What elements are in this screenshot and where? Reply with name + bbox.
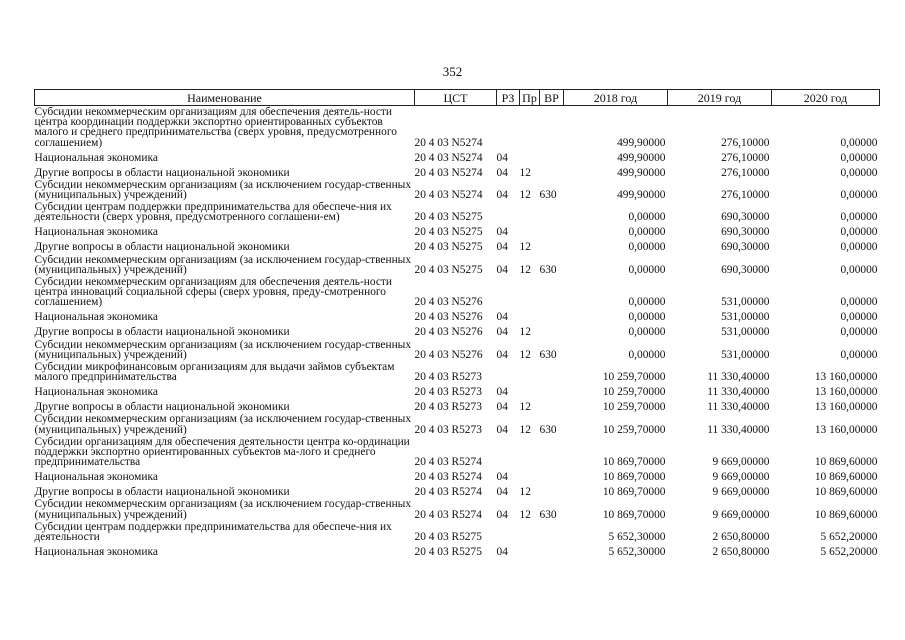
row-rz: 04 — [496, 423, 508, 436]
table-row — [35, 254, 880, 276]
table-row — [35, 521, 880, 543]
row-name: Субсидии некоммерческим организациям (за исключением государ-ственных (муниципальных) учреждений) — [34, 498, 412, 521]
row-2020: 0,00000 — [840, 166, 878, 179]
row-2018: 10 259,70000 — [602, 423, 666, 436]
row-2018: 0,00000 — [628, 263, 666, 276]
row-2020: 0,00000 — [840, 189, 878, 202]
row-2019: 690,30000 — [721, 241, 770, 254]
row-2020: 5 652,20000 — [820, 531, 878, 544]
row-rz — [497, 361, 520, 383]
row-vr — [540, 239, 564, 254]
row-pr — [520, 383, 540, 398]
budget-table-container — [34, 89, 879, 558]
row-pr: 12 — [519, 263, 531, 276]
row-name: Субсидии некоммерческим организациям (за исключением государ-ственных (муниципальных) учреждений) — [34, 253, 412, 276]
row-vr: 630 — [539, 508, 557, 521]
row-vr — [540, 436, 564, 469]
row-vr — [540, 224, 564, 239]
table-row — [35, 179, 880, 201]
row-cst: 20 4 03 N5275 — [414, 211, 483, 224]
row-pr — [520, 521, 540, 543]
page-number: 352 — [442, 64, 463, 79]
row-2019: 690,30000 — [721, 263, 770, 276]
row-cst: 20 4 03 R5275 — [414, 531, 482, 544]
table-row — [35, 339, 880, 361]
header-vr: ВР — [540, 90, 564, 106]
row-2018: 499,90000 — [617, 136, 666, 149]
row-vr — [540, 521, 564, 543]
row-2018: 499,90000 — [617, 189, 666, 202]
row-rz: 04 — [496, 189, 508, 202]
row-pr — [520, 436, 540, 469]
row-vr — [540, 543, 564, 558]
row-cst: 20 4 03 R5274 — [414, 486, 482, 499]
row-cst: 20 4 03 N5274 — [414, 166, 483, 179]
row-vr — [540, 468, 564, 483]
budget-table — [34, 89, 880, 558]
table-row — [35, 276, 880, 309]
row-2018: 0,00000 — [628, 326, 666, 339]
row-cst: 20 4 03 R5275 — [414, 546, 482, 559]
row-cst: 20 4 03 R5274 — [414, 508, 482, 521]
row-2020: 0,00000 — [840, 311, 878, 324]
row-pr — [520, 276, 540, 309]
row-vr — [540, 398, 564, 413]
row-2020: 13 160,00000 — [814, 423, 878, 436]
row-2018: 0,00000 — [628, 226, 666, 239]
row-cst: 20 4 03 R5273 — [414, 401, 482, 414]
table-row — [35, 106, 880, 149]
row-rz: 04 — [496, 226, 508, 239]
row-name: Другие вопросы в области национальной экономики — [34, 486, 290, 499]
row-2020: 0,00000 — [840, 348, 878, 361]
row-2018: 0,00000 — [628, 296, 666, 309]
table-row — [35, 164, 880, 179]
row-name: Национальная экономика — [34, 546, 158, 559]
row-pr: 12 — [519, 241, 531, 254]
row-name: Субсидии некоммерческим организациям (за исключением государ-ственных (муниципальных) учреждений) — [34, 413, 412, 436]
row-2019: 276,10000 — [721, 166, 770, 179]
row-pr — [520, 224, 540, 239]
row-2019: 9 669,00000 — [712, 471, 770, 484]
row-2018: 0,00000 — [628, 348, 666, 361]
row-name: Субсидии некоммерческим организациям (за исключением государ-ственных (муниципальных) учреждений) — [34, 338, 412, 361]
row-pr — [520, 361, 540, 383]
row-rz: 04 — [496, 486, 508, 499]
row-2019: 11 330,40000 — [707, 371, 770, 384]
row-rz — [497, 521, 520, 543]
table-row — [35, 468, 880, 483]
row-2020: 13 160,00000 — [814, 371, 878, 384]
row-name: Национальная экономика — [34, 471, 158, 484]
row-rz: 04 — [496, 241, 508, 254]
header-rz: РЗ — [497, 90, 520, 106]
table-row — [35, 436, 880, 469]
row-2020: 10 869,60000 — [814, 456, 878, 469]
row-2020: 0,00000 — [840, 136, 878, 149]
row-cst: 20 4 03 R5273 — [414, 423, 482, 436]
row-rz — [497, 201, 520, 223]
table-row — [35, 149, 880, 164]
row-2020: 13 160,00000 — [814, 386, 878, 399]
row-2020: 0,00000 — [840, 326, 878, 339]
row-cst: 20 4 03 N5275 — [414, 241, 483, 254]
row-2020: 10 869,60000 — [814, 508, 878, 521]
row-2018: 10 259,70000 — [602, 371, 666, 384]
table-row — [35, 224, 880, 239]
table-row — [35, 398, 880, 413]
row-rz — [497, 276, 520, 309]
row-pr — [520, 543, 540, 558]
table-row — [35, 543, 880, 558]
row-2019: 9 669,00000 — [712, 508, 770, 521]
row-name: Другие вопросы в области национальной экономики — [34, 326, 290, 339]
header-2019: 2019 год — [668, 90, 772, 106]
row-vr: 630 — [539, 423, 557, 436]
row-2019: 276,10000 — [721, 136, 770, 149]
header-2020: 2020 год — [772, 90, 880, 106]
table-header — [35, 90, 880, 106]
row-rz: 04 — [496, 401, 508, 414]
row-2018: 10 869,70000 — [602, 456, 666, 469]
row-cst: 20 4 03 R5273 — [414, 386, 482, 399]
row-2020: 0,00000 — [840, 263, 878, 276]
row-rz: 04 — [496, 263, 508, 276]
row-2019: 2 650,80000 — [712, 531, 770, 544]
row-rz: 04 — [496, 386, 508, 399]
row-2020: 13 160,00000 — [814, 401, 878, 414]
row-2018: 0,00000 — [628, 211, 666, 224]
row-cst: 20 4 03 N5276 — [414, 311, 483, 324]
row-vr: 630 — [539, 189, 557, 202]
row-name: Национальная экономика — [34, 151, 158, 164]
row-2018: 499,90000 — [617, 166, 666, 179]
row-2018: 0,00000 — [628, 241, 666, 254]
row-2019: 690,30000 — [721, 226, 770, 239]
row-vr: 630 — [539, 348, 557, 361]
row-2018: 0,00000 — [628, 311, 666, 324]
row-2020: 0,00000 — [840, 241, 878, 254]
row-pr: 12 — [519, 423, 531, 436]
row-2020: 0,00000 — [840, 211, 878, 224]
row-2018: 10 869,70000 — [602, 508, 666, 521]
row-2018: 5 652,30000 — [608, 531, 666, 544]
row-2018: 5 652,30000 — [608, 546, 666, 559]
row-2020: 10 869,60000 — [814, 471, 878, 484]
row-rz: 04 — [496, 311, 508, 324]
row-cst: 20 4 03 R5273 — [414, 371, 482, 384]
row-cst: 20 4 03 R5274 — [414, 471, 482, 484]
row-name: Национальная экономика — [34, 386, 158, 399]
row-2019: 11 330,40000 — [707, 401, 770, 414]
row-rz — [497, 436, 520, 469]
table-row — [35, 413, 880, 435]
header-cst: ЦСТ — [415, 90, 497, 106]
row-2020: 5 652,20000 — [820, 546, 878, 559]
row-rz: 04 — [496, 326, 508, 339]
row-pr: 12 — [519, 508, 531, 521]
row-vr — [540, 483, 564, 498]
row-name: Другие вопросы в области национальной экономики — [34, 401, 290, 414]
row-rz — [497, 106, 520, 149]
header-name: Наименование — [35, 90, 415, 106]
row-name: Субсидии центрам поддержки предпринимательства для обеспече-ния их деятельности — [34, 520, 392, 544]
row-2019: 531,00000 — [721, 311, 770, 324]
row-cst: 20 4 03 N5276 — [414, 326, 483, 339]
row-name: Субсидии центрам поддержки предпринимательства для обеспече-ния их деятельности (сверх уровня, предусмотренного соглашени-ем) — [34, 201, 392, 224]
row-rz: 04 — [496, 546, 508, 559]
row-vr: 630 — [539, 263, 557, 276]
row-cst: 20 4 03 N5276 — [414, 348, 483, 361]
row-vr — [540, 361, 564, 383]
row-vr — [540, 164, 564, 179]
table-row — [35, 361, 880, 383]
row-pr: 12 — [519, 189, 531, 202]
row-pr — [520, 468, 540, 483]
row-cst: 20 4 03 N5274 — [414, 136, 483, 149]
header-pr: Пр — [520, 90, 540, 106]
row-cst: 20 4 03 N5274 — [414, 189, 483, 202]
row-vr — [540, 383, 564, 398]
row-2018: 10 869,70000 — [602, 486, 666, 499]
row-name: Субсидии микрофинансовым организациям для выдачи займов субъектам малого предпринимательства — [34, 361, 395, 384]
row-2019: 690,30000 — [721, 211, 770, 224]
row-name: Другие вопросы в области национальной экономики — [34, 241, 290, 254]
row-rz: 04 — [496, 166, 508, 179]
row-pr — [520, 309, 540, 324]
row-name: Национальная экономика — [34, 226, 158, 239]
row-2019: 11 330,40000 — [707, 386, 770, 399]
row-2018: 10 259,70000 — [602, 386, 666, 399]
row-2019: 9 669,00000 — [712, 486, 770, 499]
row-pr: 12 — [519, 326, 531, 339]
row-name: Субсидии некоммерческим организациям для обеспечения деятель-ности центра координации поддержки экспортно ориентированных субъектов малого и среднего предпринимательства (сверх уровня, предусмотренного соглашением) — [34, 106, 397, 149]
row-pr: 12 — [519, 166, 531, 179]
row-vr — [540, 309, 564, 324]
row-cst: 20 4 03 N5274 — [414, 151, 483, 164]
row-pr: 12 — [519, 348, 531, 361]
row-2019: 276,10000 — [721, 151, 770, 164]
row-2020: 0,00000 — [840, 296, 878, 309]
table-row — [35, 309, 880, 324]
row-2019: 9 669,00000 — [712, 456, 770, 469]
table-row — [35, 498, 880, 520]
row-cst: 20 4 03 N5275 — [414, 226, 483, 239]
row-name: Субсидии некоммерческим организациям для обеспечения деятель-ности центра инноваций социальной сферы (сверх уровня, преду-смотренного соглашением) — [34, 276, 393, 309]
row-2019: 531,00000 — [721, 326, 770, 339]
table-body — [35, 106, 880, 559]
row-vr — [540, 201, 564, 223]
row-2020: 10 869,60000 — [814, 486, 878, 499]
row-2019: 11 330,40000 — [707, 423, 770, 436]
row-pr: 12 — [519, 486, 531, 499]
row-cst: 20 4 03 N5275 — [414, 263, 483, 276]
table-row — [35, 239, 880, 254]
row-2019: 276,10000 — [721, 189, 770, 202]
table-row — [35, 324, 880, 339]
row-vr — [540, 106, 564, 149]
row-name: Национальная экономика — [34, 311, 158, 324]
row-rz: 04 — [496, 151, 508, 164]
row-rz: 04 — [496, 508, 508, 521]
row-name: Субсидии некоммерческим организациям (за исключением государ-ственных (муниципальных) учреждений) — [34, 178, 412, 202]
row-vr — [540, 276, 564, 309]
row-2018: 10 869,70000 — [602, 471, 666, 484]
row-vr — [540, 149, 564, 164]
row-2019: 531,00000 — [721, 296, 770, 309]
row-pr — [520, 149, 540, 164]
row-vr — [540, 324, 564, 339]
row-2018: 499,90000 — [617, 151, 666, 164]
row-2019: 2 650,80000 — [712, 546, 770, 559]
row-rz: 04 — [496, 348, 508, 361]
row-name: Субсидии организациям для обеспечения деятельности центра ко-ординации поддержки экспортно ориентированных субъектов ма-лого и среднего предпринимательства — [34, 435, 410, 469]
row-2019: 531,00000 — [721, 348, 770, 361]
row-cst: 20 4 03 N5276 — [414, 296, 483, 309]
header-2018: 2018 год — [564, 90, 668, 106]
table-row — [35, 383, 880, 398]
row-name: Другие вопросы в области национальной экономики — [34, 166, 290, 179]
row-2020: 0,00000 — [840, 151, 878, 164]
row-rz: 04 — [496, 471, 508, 484]
row-pr — [520, 106, 540, 149]
header-row — [35, 90, 880, 106]
row-2018: 10 259,70000 — [602, 401, 666, 414]
row-cst: 20 4 03 R5274 — [414, 456, 482, 469]
table-row — [35, 201, 880, 223]
table-row — [35, 483, 880, 498]
row-pr: 12 — [519, 401, 531, 414]
row-2020: 0,00000 — [840, 226, 878, 239]
row-pr — [520, 201, 540, 223]
